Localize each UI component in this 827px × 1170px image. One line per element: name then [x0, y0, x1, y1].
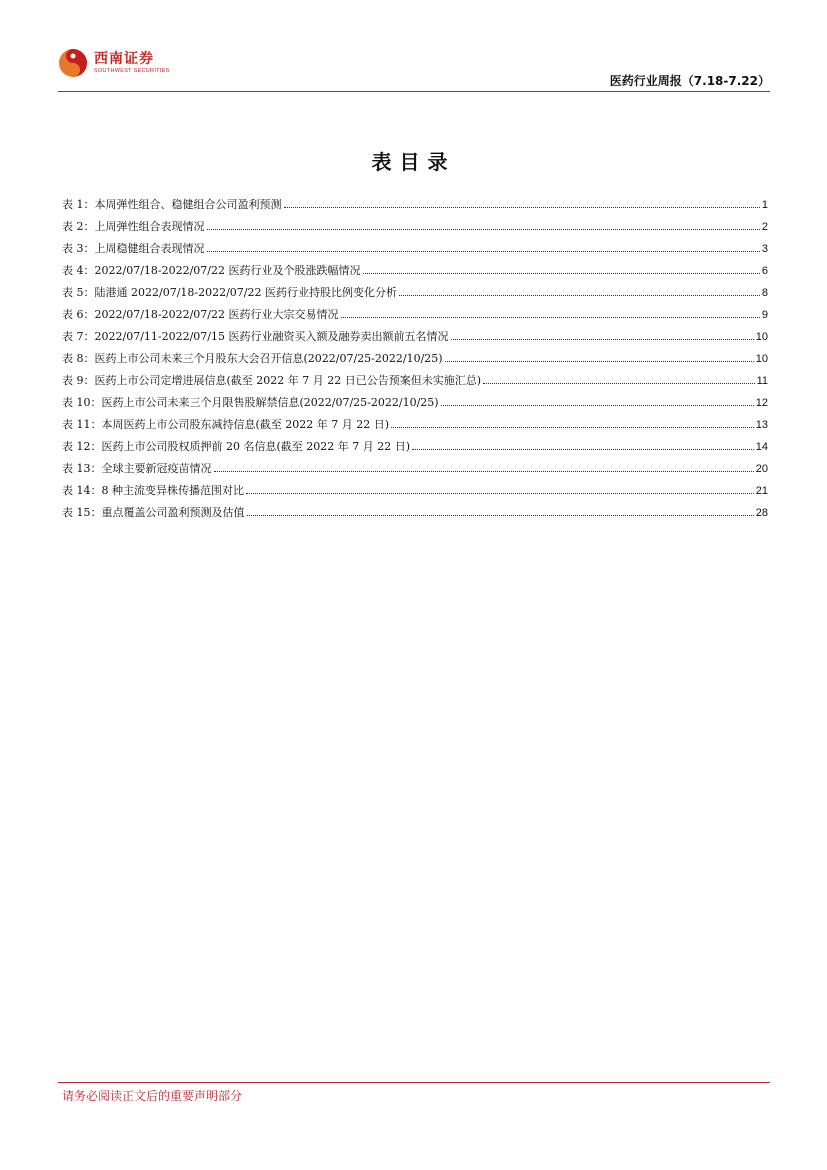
toc-entry-page: 20	[755, 463, 768, 475]
toc-entry-page: 10	[755, 353, 768, 365]
toc-entry-label: 表 2：上周弹性组合表现情况	[62, 220, 205, 233]
toc-entry-page: 2	[761, 221, 768, 233]
logo-icon	[58, 48, 88, 78]
logo-chinese-text: 西南证券	[94, 51, 154, 67]
dot-leader	[412, 449, 754, 450]
toc-entry-page: 14	[755, 441, 768, 453]
toc-entry[interactable]	[62, 262, 768, 284]
toc-entry[interactable]	[62, 394, 768, 416]
dot-leader	[451, 339, 754, 340]
toc-entry-label: 表 14：8 种主流变异株传播范围对比	[62, 484, 244, 497]
dot-leader	[391, 427, 754, 428]
toc-entry[interactable]	[62, 438, 768, 460]
toc-entry-label: 表 1：本周弹性组合、稳健组合公司盈利预测	[62, 198, 282, 211]
toc-entry-page: 3	[761, 243, 768, 255]
toc-entry[interactable]	[62, 504, 768, 526]
dot-leader	[363, 273, 760, 274]
toc-entry-page: 1	[761, 199, 768, 211]
dot-leader	[284, 207, 760, 208]
toc-entry-label: 表 8：医药上市公司未来三个月股东大会召开信息(2022/07/25-2022/10/25)	[62, 352, 443, 365]
toc-entry-page: 6	[761, 265, 768, 277]
toc-entry[interactable]	[62, 460, 768, 482]
toc-entry-page: 9	[761, 309, 768, 321]
toc-entry-page: 12	[755, 397, 768, 409]
toc-entry[interactable]	[62, 196, 768, 218]
toc-entry-label: 表 9：医药上市公司定增进展信息(截至 2022 年 7 月 22 日已公告预案但未实施汇总)	[62, 374, 482, 387]
toc-entry[interactable]	[62, 328, 768, 350]
company-logo	[58, 48, 170, 78]
toc-entry-label: 表 15：重点覆盖公司盈利预测及估值	[62, 506, 245, 519]
toc-entry-label: 表 11：本周医药上市公司股东减持信息(截至 2022 年 7 月 22 日)	[62, 418, 390, 431]
dot-leader	[399, 295, 760, 296]
toc-entry-page: 8	[761, 287, 768, 299]
dot-leader	[445, 361, 754, 362]
toc-entry-label: 表 12：医药上市公司股权质押前 20 名信息(截至 2022 年 7 月 22 日)	[62, 440, 411, 453]
dot-leader	[246, 493, 754, 494]
toc-heading: 表目录	[371, 150, 456, 174]
footer-divider	[58, 1082, 770, 1083]
dot-leader	[441, 405, 754, 406]
toc-entry-page: 10	[755, 331, 768, 343]
toc-entry[interactable]	[62, 416, 768, 438]
toc-entry-label: 表 5：陆港通 2022/07/18-2022/07/22 医药行业持股比例变化分析	[62, 286, 398, 299]
toc-entry[interactable]	[62, 372, 768, 394]
toc-entry-page: 28	[755, 507, 768, 519]
table-of-contents	[62, 196, 768, 526]
toc-entry-label: 表 6：2022/07/18-2022/07/22 医药行业大宗交易情况	[62, 308, 339, 321]
dot-leader	[207, 229, 760, 230]
toc-entry[interactable]	[62, 350, 768, 372]
report-title: 医药行业周报（7.18-7.22）	[609, 74, 770, 88]
dot-leader	[341, 317, 760, 318]
toc-entry[interactable]	[62, 240, 768, 262]
toc-entry[interactable]	[62, 306, 768, 328]
dot-leader	[207, 251, 760, 252]
toc-entry-label: 表 3：上周稳健组合表现情况	[62, 242, 205, 255]
dot-leader	[214, 471, 754, 472]
logo-english-text: SOUTHWEST SECURITIES	[94, 68, 170, 74]
header-divider	[58, 91, 770, 92]
dot-leader	[483, 383, 755, 384]
toc-entry[interactable]	[62, 284, 768, 306]
toc-entry[interactable]	[62, 218, 768, 240]
footer-disclaimer: 请务必阅读正文后的重要声明部分	[62, 1089, 243, 1103]
toc-entry-label: 表 4：2022/07/18-2022/07/22 医药行业及个股涨跌幅情况	[62, 264, 361, 277]
toc-entry-page: 13	[755, 419, 768, 431]
page-header	[58, 48, 770, 92]
toc-entry-label: 表 13：全球主要新冠疫苗情况	[62, 462, 212, 475]
dot-leader	[247, 515, 754, 516]
toc-entry-label: 表 10：医药上市公司未来三个月限售股解禁信息(2022/07/25-2022/10/25)	[62, 396, 439, 409]
toc-entry-page: 11	[756, 375, 768, 387]
toc-entry-page: 21	[755, 485, 768, 497]
toc-entry-label: 表 7：2022/07/11-2022/07/15 医药行业融资买入额及融券卖出额前五名情况	[62, 330, 449, 343]
toc-entry[interactable]	[62, 482, 768, 504]
